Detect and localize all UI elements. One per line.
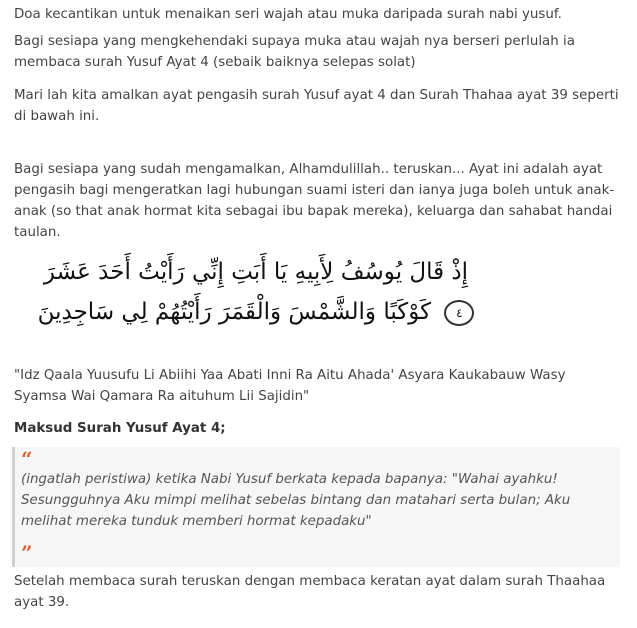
intro-paragraph: Doa kecantikan untuk menaikan seri wajah atau muka daripada surah nabi yusuf.: [14, 7, 562, 22]
close-quote-icon: ”: [21, 541, 33, 565]
open-quote-icon: “: [21, 447, 33, 471]
instruction-paragraph: Bagi sesiapa yang mengkehendaki supaya muka atau wajah nya berseri perlulah ia membaca surah Yusuf Ayat 4 (sebaik baiknya selepas solat): [14, 34, 575, 70]
ayah-number-marker: ٤: [444, 300, 474, 326]
translation-text: (ingatlah peristiwa) ketika Nabi Yusuf berkata kepada bapanya: "Wahai ayahku! Sesungguhnya Aku mimpi melihat sebelas bintang dan matahari serta bulan; Aku melihat mereka tunduk memberi hormat kepadaku": [21, 472, 571, 529]
arabic-verse-line-1: إِذْ قَالَ يُوسُفُ لِأَبِيهِ يَا أَبَتِ إِنِّي رَأَيْتُ أَحَدَ عَشَرَ: [43, 259, 469, 285]
arabic-verse-text: كَوْكَبًا وَالشَّمْسَ وَالْقَمَرَ رَأَيْتُهُمْ لِي سَاجِدِينَ: [37, 299, 432, 325]
arabic-verse-line-2: [14, 290, 498, 334]
practice-paragraph: Mari lah kita amalkan ayat pengasih surah Yusuf ayat 4 dan Surah Thahaa ayat 39 seperti di bawah ini.: [14, 88, 619, 124]
translation-blockquote: [12, 447, 620, 567]
benefit-paragraph: Bagi sesiapa yang sudah mengamalkan, Alhamdulillah.. teruskan... Ayat ini adalah ayat pengasih bagi mengeratkan lagi hubungan suami isteri dan ianya juga boleh untuk anak-anak (so that anak hormat kita sebagai ibu bapak mereka), keluarga dan sahabat handai taulan.: [14, 162, 615, 240]
meaning-heading: Maksud Surah Yusuf Ayat 4;: [14, 421, 226, 436]
transliteration: "Idz Qaala Yuusufu Li Abiihi Yaa Abati Inni Ra Aitu Ahada' Asyara Kaukabauw Wasy Syamsa Wai Qamara Ra aituhum Lii Sajidin": [14, 368, 566, 404]
closing-paragraph: Setelah membaca surah teruskan dengan membaca keratan ayat dalam surah Thaahaa ayat 39.: [14, 574, 606, 610]
